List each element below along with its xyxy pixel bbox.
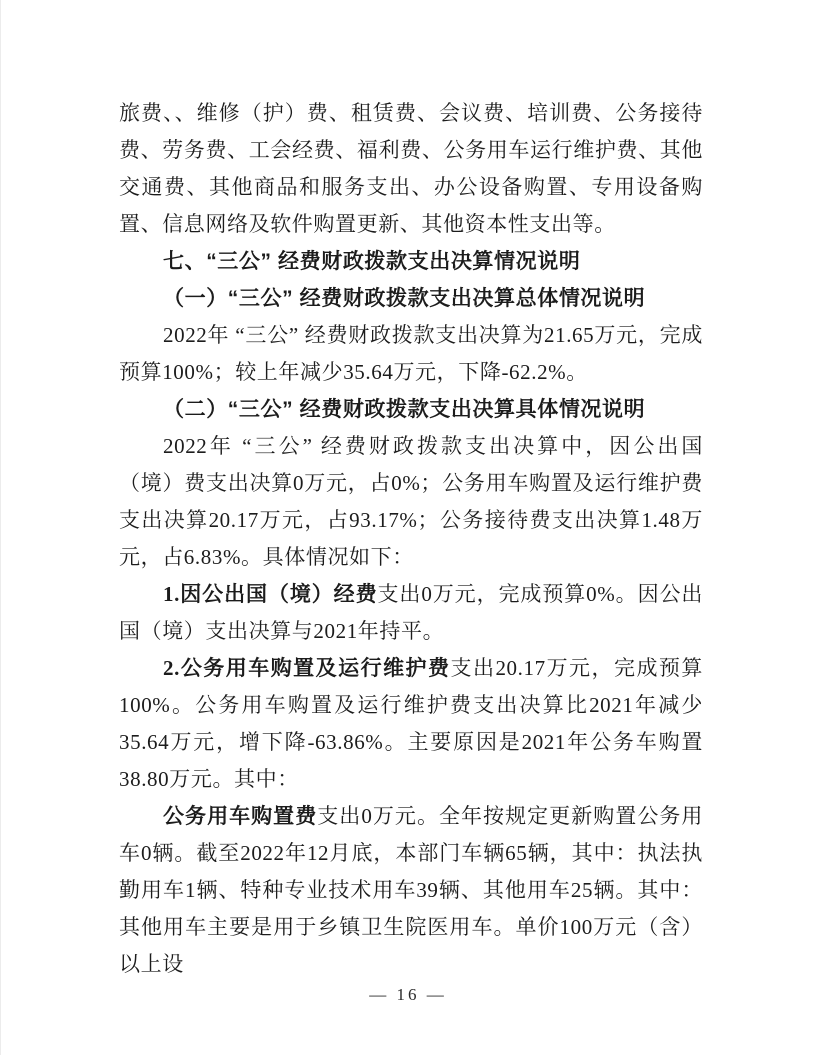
para-expense-items-continuation	[119, 95, 703, 243]
para-item-1-abroad-expense-segment-0: 1.因公出国（境）经费	[163, 582, 378, 606]
para-expense-items-continuation-segment-0: 旅费、、维修（护）费、租赁费、会议费、培训费、公务接待费、劳务费、工会经费、福利费、公务用车运行维护费、其他交通费、其他商品和服务支出、办公设备购置、专用设备购置、信息网络及软件购置更新、其他资本性支出等。	[119, 101, 703, 236]
page-number: — 16 —	[369, 985, 447, 1004]
para-vehicle-purchase-detail-segment-0: 公务用车购置费	[163, 804, 318, 828]
para-vehicle-purchase-detail	[119, 798, 703, 983]
heading-section-seven	[119, 243, 703, 280]
para-overall-situation	[119, 317, 703, 391]
para-vehicle-purchase-detail-segment-1: 支出0万元。全年按规定更新购置公务用车0辆。截至2022年12月底，本部门车辆65辆，其中：执法执勤用车1辆、特种专业技术用车39辆、其他用车25辆。其中：其他用车主要是用于乡镇卫生院医用车。单价100万元（含）以上设	[119, 804, 703, 976]
para-detailed-breakdown-segment-0: 2022年 “三公” 经费财政拨款支出决算中，因公出国（境）费支出决算0万元，占0%；公务用车购置及运行维护费支出决算20.17万元，占93.17%；公务接待费支出决算1.48万元，占6.83%。具体情况如下：	[119, 434, 703, 569]
heading-seven-part-one	[119, 280, 703, 317]
para-detailed-breakdown	[119, 428, 703, 576]
heading-seven-part-one-segment-0: （一）“三公” 经费财政拨款支出决算总体情况说明	[163, 287, 646, 310]
para-item-1-abroad-expense	[119, 576, 703, 650]
para-item-2-vehicle-expense-segment-0: 2.公务用车购置及运行维护费	[163, 656, 451, 680]
heading-seven-part-two	[119, 391, 703, 428]
para-item-2-vehicle-expense-segment-1: 支出20.17万元，完成预算100%。公务用车购置及运行维护费支出决算比2021年减少35.64万元，增下降-63.86%。主要原因是2021年公务车购置38.80万元。其中：	[119, 656, 703, 791]
heading-seven-part-two-segment-0: （二）“三公” 经费财政拨款支出决算具体情况说明	[163, 398, 646, 421]
heading-section-seven-segment-0: 七、“三公” 经费财政拨款支出决算情况说明	[163, 250, 581, 273]
para-item-2-vehicle-expense	[119, 650, 703, 798]
document-body	[119, 95, 703, 983]
page-footer	[1, 985, 815, 1005]
para-overall-situation-segment-0: 2022年 “三公” 经费财政拨款支出决算为21.65万元，完成预算100%；较上年减少35.64万元，下降-62.2%。	[119, 323, 703, 384]
para-item-1-abroad-expense-segment-1: 支出0万元，完成预算0%。因公出国（境）支出决算与2021年持平。	[119, 582, 703, 643]
